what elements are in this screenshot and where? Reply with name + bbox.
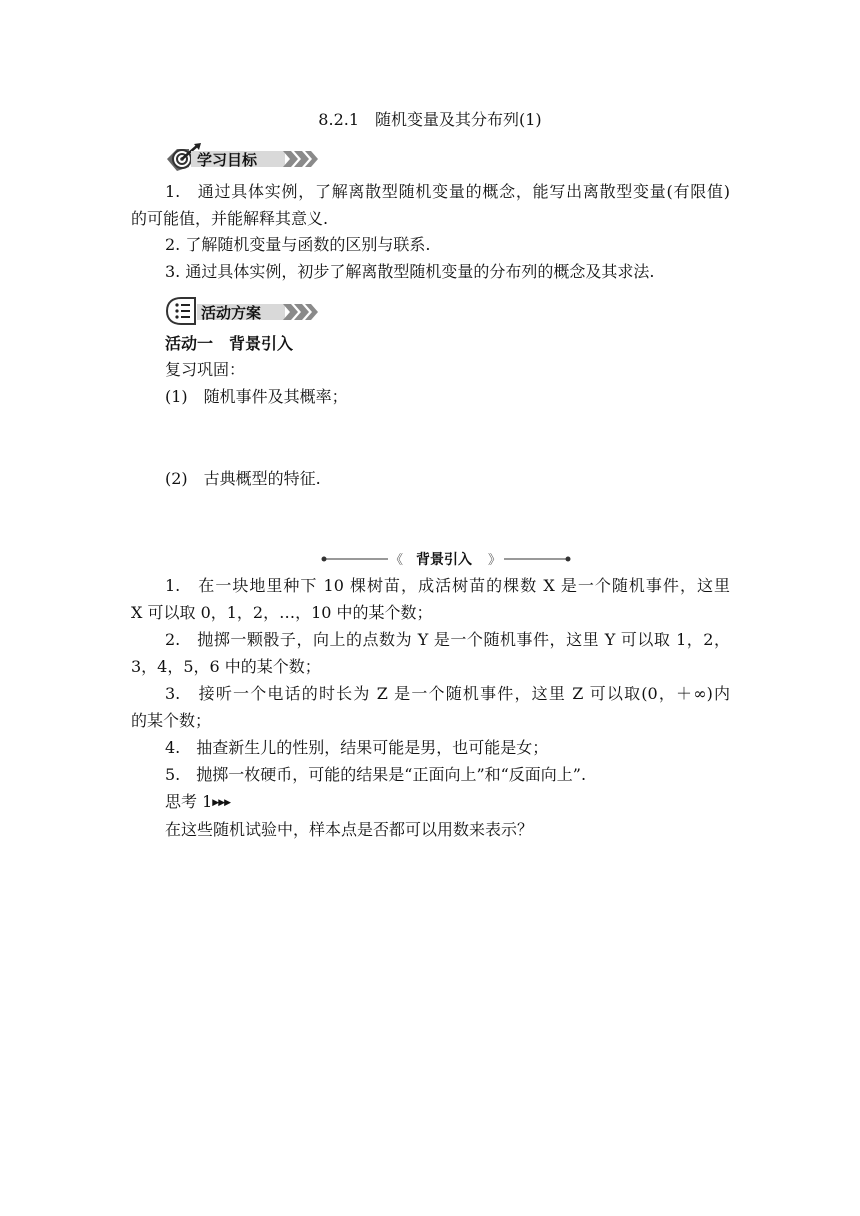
example-line-4: 3，4，5，6 中的某个数； — [131, 657, 321, 676]
think-question: 在这些随机试验中，样本点是否都可以用数来表示？ — [165, 820, 534, 839]
example-line-3: 2. 抛掷一颗骰子，向上的点数为 Y 是一个随机事件，这里 Y 可以取 1，2， — [165, 630, 730, 649]
goal-line-4: 3. 通过具体实例，初步了解离散型随机变量的分布列的概念及其求法. — [165, 262, 655, 281]
svg-text:》: 》 — [488, 553, 502, 568]
chevrons-icon — [283, 151, 318, 167]
example-line-1: 1. 在一块地里种下 10 棵树苗，成活树苗的棵数 X 是一个随机事件，这里 — [165, 576, 730, 595]
triple-arrow-icon: ▶▶▶ — [212, 798, 231, 808]
learning-goals-badge — [163, 143, 319, 173]
review-item-2: (2) 古典概型的特征. — [165, 469, 321, 488]
example-line-5: 3. 接听一个电话的时长为 Z 是一个随机事件，这里 Z 可以取(0，＋∞)内 — [165, 684, 730, 703]
activity-plan-badge — [163, 296, 319, 326]
page-title: 8.2.1 随机变量及其分布列(1) — [318, 110, 542, 129]
goal-line-1: 1. 通过具体实例，了解离散型随机变量的概念，能写出离散型变量(有限值) — [165, 182, 730, 201]
example-line-6: 的某个数； — [131, 711, 212, 730]
review-item-1: (1) 随机事件及其概率； — [165, 387, 348, 406]
activity-plan-badge-label: 活动方案 — [201, 304, 262, 322]
example-line-8: 5. 抛掷一枚硬币，可能的结果是“正面向上”和“反面向上”. — [165, 765, 587, 784]
example-line-2: X 可以取 0，1，2，…，10 中的某个数； — [131, 603, 433, 622]
goal-line-3: 2. 了解随机变量与函数的区别与联系. — [165, 235, 431, 254]
list-icon — [167, 298, 195, 324]
learning-goals-badge-label: 学习目标 — [197, 151, 258, 169]
section-banner-label: 背景引入 — [416, 552, 472, 568]
think-heading — [165, 791, 230, 814]
review-label: 复习巩固： — [165, 360, 246, 379]
svg-text:《: 《 — [390, 553, 404, 568]
example-line-7: 4. 抽查新生儿的性别，结果可能是男，也可能是女； — [165, 738, 549, 757]
activity-heading: 活动一 背景引入 — [165, 334, 294, 353]
section-banner — [318, 549, 574, 569]
chevrons-icon — [283, 304, 318, 320]
goal-line-2: 的可能值，并能解释其意义. — [131, 209, 329, 228]
think-label: 思考 1 — [165, 792, 213, 811]
